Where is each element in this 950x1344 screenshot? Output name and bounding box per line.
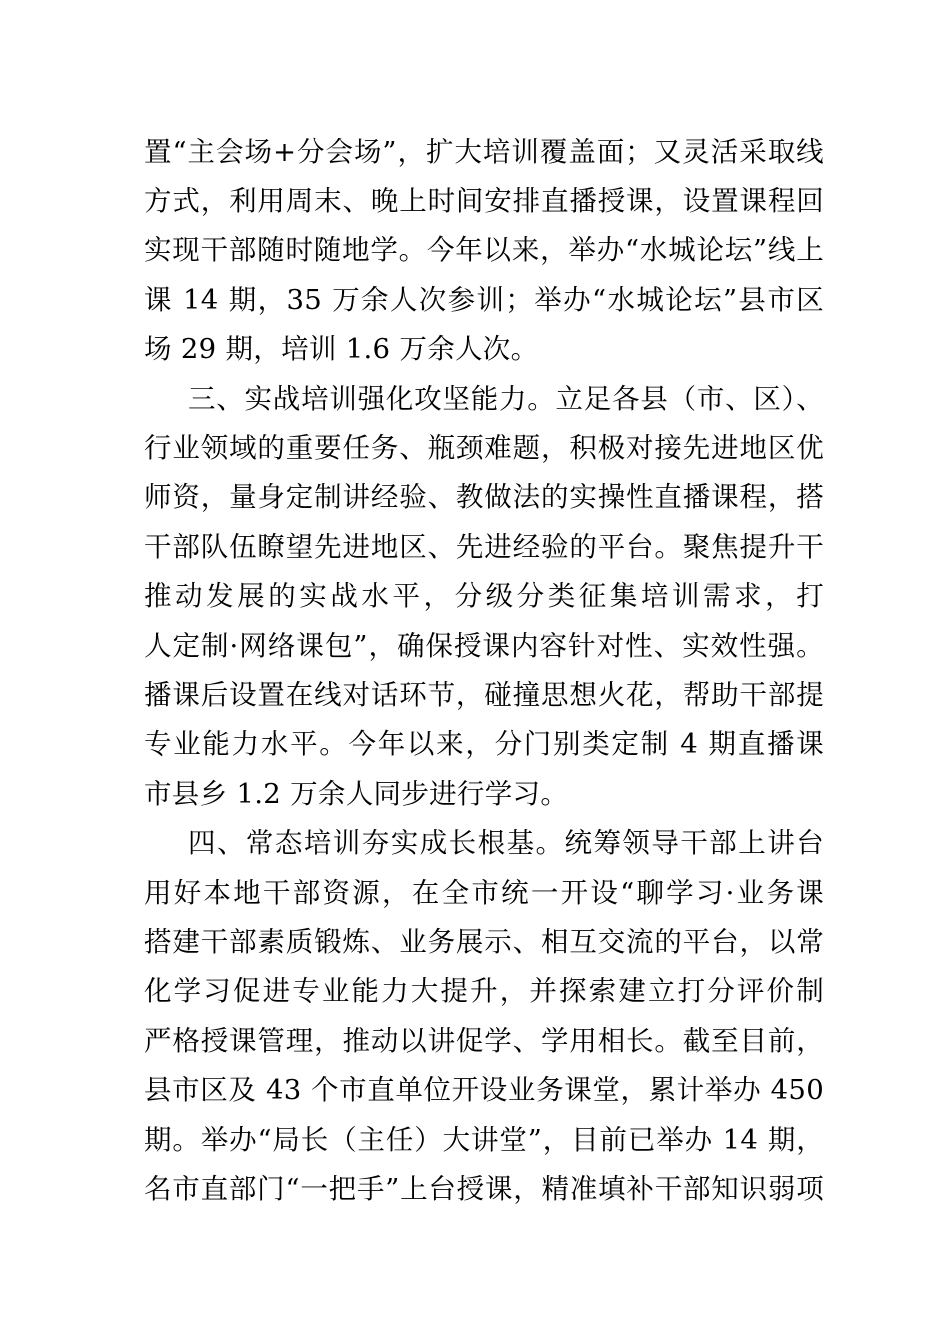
text-line: 期。举办“局长（主任）大讲堂”，目前已举办 14 期， bbox=[144, 1124, 824, 1156]
text-line: 用好本地干部资源，在全市统一开设“聊学习·业务课 bbox=[144, 877, 824, 909]
section-three-heading-line: 三、实战培训强化攻坚能力。立足各县（市、区）、 bbox=[188, 383, 824, 415]
text-line: 县市区及 43 个市直单位开设业务课堂，累计举办 450 bbox=[144, 1074, 824, 1106]
text-line: 师资，量身定制讲经验、教做法的实操性直播课程，搭 bbox=[144, 481, 824, 513]
text-line: 名市直部门“一把手”上台授课，精准填补干部知识弱项 bbox=[144, 1173, 824, 1205]
text-line: 实现干部随时随地学。今年以来，举办“水城论坛”线上 bbox=[144, 234, 824, 266]
section-four-heading-line: 四、常态培训夯实成长根基。统筹领导干部上讲台 bbox=[188, 827, 824, 859]
text-line: 干部队伍瞭望先进地区、先进经验的平台。聚焦提升干 bbox=[144, 531, 824, 563]
text-line: 行业领域的重要任务、瓶颈难题，积极对接先进地区优 bbox=[144, 432, 824, 464]
text-line: 人定制·网络课包”，确保授课内容针对性、实效性强。 bbox=[144, 630, 824, 662]
text-line: 严格授课管理，推动以讲促学、学用相长。截至目前， bbox=[144, 1025, 824, 1057]
text-line: 播课后设置在线对话环节，碰撞思想火花，帮助干部提 bbox=[144, 679, 824, 711]
text-line: 化学习促进专业能力大提升，并探索建立打分评价制 bbox=[144, 975, 824, 1007]
text-line: 市县乡 1.2 万余人同步进行学习。 bbox=[144, 778, 569, 810]
text-line: 搭建干部素质锻炼、业务展示、相互交流的平台，以常 bbox=[144, 926, 824, 958]
text-line: 置“主会场+分会场”，扩大培训覆盖面；又灵活采取线 bbox=[144, 136, 824, 168]
text-line: 方式，利用周末、晚上时间安排直播授课，设置课程回 bbox=[144, 185, 824, 217]
text-line: 推动发展的实战水平，分级分类征集培训需求，打 bbox=[144, 580, 824, 612]
text-line: 课 14 期，35 万余人次参训；举办“水城论坛”县市区 bbox=[144, 284, 824, 316]
text-line: 场 29 期，培训 1.6 万余人次。 bbox=[144, 333, 539, 365]
text-line: 专业能力水平。今年以来，分门别类定制 4 期直播课 bbox=[144, 728, 824, 760]
